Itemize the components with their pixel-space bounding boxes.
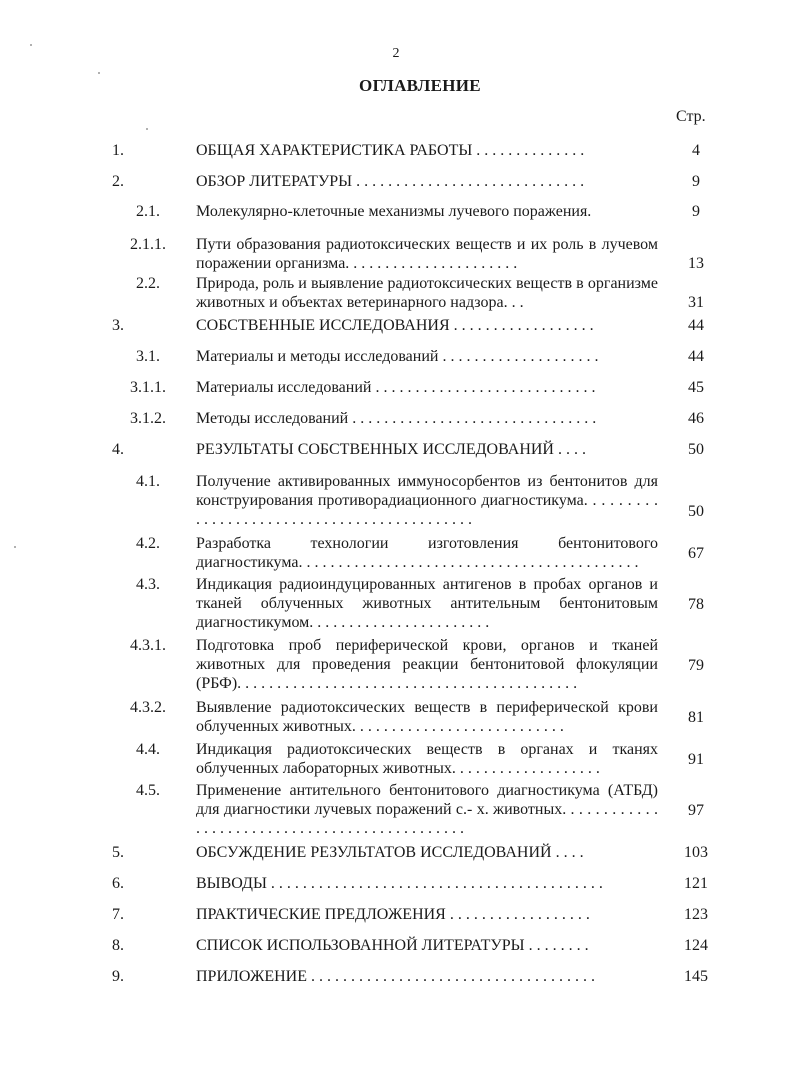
toc-entry-page: 44 (688, 348, 704, 365)
toc-entry-number: 1. (112, 142, 124, 159)
toc-entry-title: Методы исследований . . . . . . . . . . . . . . . . . . . . . . . . . . . . . . . (196, 410, 597, 427)
toc-entry-title: ВЫВОДЫ . . . . . . . . . . . . . . . . . . . . . . . . . . . . . . . . . . . . . . . . . . (196, 875, 603, 892)
toc-entry-title: Индикация радиотоксических веществ в органах и тканях облученных лабораторных животных. . . . . . . . . . . . . . . . . . . (196, 741, 658, 777)
toc-entry-page: 31 (688, 294, 704, 311)
toc-entry-title: Выявление радиотоксических веществ в периферической крови облученных животных. . . . . . . . . . . . . . . . . . . . . . . . . . . (196, 699, 658, 735)
toc-entry-title: РЕЗУЛЬТАТЫ СОБСТВЕННЫХ ИССЛЕДОВАНИЙ . . . . (196, 441, 586, 458)
toc-entry-page: 79 (688, 657, 704, 674)
toc-entry-title: Пути образования радиотоксических веществ и их роль в лучевом поражении организма. . . . . . . . . . . . . . . . . . . . . . (196, 236, 658, 272)
toc-entry-title: Природа, роль и выявление радиотоксических веществ в организме животных и объектах ветеринарного надзора. . . (196, 275, 658, 311)
toc-entry-number: 4.3.1. (130, 637, 166, 654)
toc-entry-title: ПРАКТИЧЕСКИЕ ПРЕДЛОЖЕНИЯ . . . . . . . . . . . . . . . . . . (196, 906, 590, 923)
toc-entry-number: 4.1. (136, 473, 160, 490)
toc-entry-number: 2.1.1. (130, 236, 166, 253)
toc-entry-number: 2. (112, 173, 124, 190)
toc-entry-page: 78 (688, 596, 704, 613)
toc-entry-number: 9. (112, 968, 124, 985)
page-title: ОГЛАВЛЕНИЕ (359, 76, 481, 95)
toc-entry-title: Молекулярно-клеточные механизмы лучевого поражения. (196, 203, 592, 220)
toc-entry-page: 13 (688, 255, 704, 272)
toc-entry-page: 9 (692, 203, 700, 220)
toc-entry-title: Материалы исследований . . . . . . . . . . . . . . . . . . . . . . . . . . . . (196, 379, 596, 396)
toc-entry-page: 121 (684, 875, 708, 892)
toc-entry-title: Разработка технологии изготовления бентонитового диагностикума. . . . . . . . . . . . . . . . . . . . . . . . . . . . . . . . . . . . . . . . . . . (196, 535, 658, 571)
toc-entry-number: 4.4. (136, 741, 160, 758)
toc-entry-number: 4.5. (136, 782, 160, 799)
toc-entry-page: 44 (688, 317, 704, 334)
toc-entry-title: СПИСОК ИСПОЛЬЗОВАННОЙ ЛИТЕРАТУРЫ . . . . . . . . (196, 937, 589, 954)
toc-entry-page: 145 (684, 968, 708, 985)
toc-entry-number: 3.1.2. (130, 410, 166, 427)
toc-entry-page: 4 (692, 142, 700, 159)
scan-speck (98, 72, 100, 74)
toc-entry-page: 103 (684, 844, 708, 861)
page-column-label: Стр. (676, 108, 706, 125)
toc-entry-number: 7. (112, 906, 124, 923)
toc-entry-title: Индикация радиоиндуцированных антигенов в пробах органов и тканей облученных животных антительным бентонитовым диагностикумом. . . . . . . . . . . . . . . . . . . . . . . (196, 576, 658, 631)
toc-entry-number: 4.3. (136, 576, 160, 593)
toc-entry-page: 50 (688, 503, 704, 520)
toc-entry-page: 91 (688, 751, 704, 768)
toc-entry-page: 67 (688, 545, 704, 562)
toc-entry-title: Материалы и методы исследований . . . . . . . . . . . . . . . . . . . . (196, 348, 599, 365)
page-number: 2 (392, 46, 400, 61)
toc-entry-number: 3. (112, 317, 124, 334)
toc-entry-number: 4.2. (136, 535, 160, 552)
toc-entry-page: 45 (688, 379, 704, 396)
toc-entry-number: 2.1. (136, 203, 160, 220)
toc-entry-page: 9 (692, 173, 700, 190)
toc-entry-title: ПРИЛОЖЕНИЕ . . . . . . . . . . . . . . . . . . . . . . . . . . . . . . . . . . . . (196, 968, 596, 985)
toc-entry-number: 4.3.2. (130, 699, 166, 716)
toc-entry-page: 81 (688, 709, 704, 726)
toc-entry-number: 6. (112, 875, 124, 892)
toc-entry-number: 3.1. (136, 348, 160, 365)
toc-entry-number: 4. (112, 441, 124, 458)
toc-entry-page: 97 (688, 802, 704, 819)
toc-entry-title: Подготовка проб периферической крови, органов и тканей животных для проведения реакции бентонитовой флокуляции (РБФ). . . . . . . . . . . . . . . . . . . . . . . . . . . . . . . . . . . . . . . . . . . (196, 637, 658, 692)
toc-entry-title: СОБСТВЕННЫЕ ИССЛЕДОВАНИЯ . . . . . . . . . . . . . . . . . . (196, 317, 594, 334)
scan-speck (14, 546, 16, 548)
toc-entry-title: Получение активированных иммуносорбентов из бентонитов для конструирования противорадиационного диагностикума. . . . . . . . . . . . . . . . . . . . . . . . . . . . . . . . . . . . . . . . . . . . (196, 473, 658, 528)
toc-entry-page: 124 (684, 937, 708, 954)
toc-entry-number: 2.2. (136, 275, 160, 292)
toc-entry-title: ОБЩАЯ ХАРАКТЕРИСТИКА РАБОТЫ . . . . . . . . . . . . . . (196, 142, 585, 159)
toc-entry-title: ОБЗОР ЛИТЕРАТУРЫ . . . . . . . . . . . . . . . . . . . . . . . . . . . . . (196, 173, 585, 190)
toc-entry-title: Применение антительного бентонитового диагностикума (АТБД) для диагностики лучевых поражений с.- х. животных. . . . . . . . . . . . . . . . . . . . . . . . . . . . . . . . . . . . . . . . . . . . . . (196, 782, 658, 837)
toc-entry-page: 50 (688, 441, 704, 458)
toc-entry-number: 3.1.1. (130, 379, 166, 396)
scan-speck (146, 128, 148, 130)
scan-speck (30, 44, 32, 46)
toc-entry-title: ОБСУЖДЕНИЕ РЕЗУЛЬТАТОВ ИССЛЕДОВАНИЙ . . . . (196, 844, 584, 861)
toc-entry-number: 8. (112, 937, 124, 954)
toc-entry-page: 123 (684, 906, 708, 923)
toc-entry-page: 46 (688, 410, 704, 427)
toc-entry-number: 5. (112, 844, 124, 861)
